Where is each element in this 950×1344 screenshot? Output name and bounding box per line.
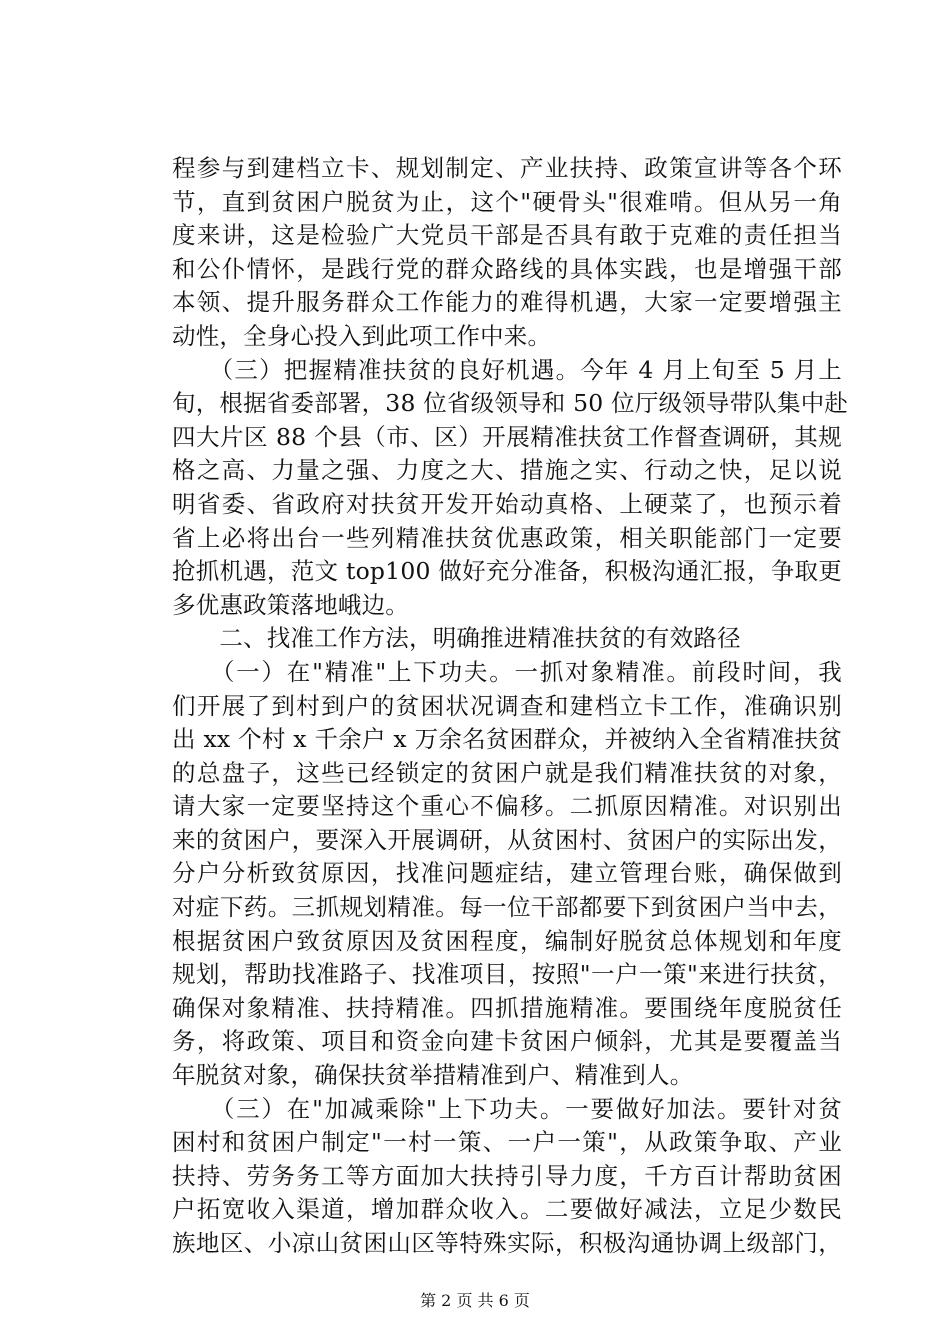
text-line: 省上必将出台一些列精准扶贫优惠政策，相关职能部门一定要 [172, 523, 842, 552]
text-line: 和公仆情怀，是践行党的群众路线的具体实践，也是增强干部 [172, 254, 842, 283]
text-line: 的总盘子，这些已经锁定的贫困户就是我们精准扶贫的对象， [172, 758, 842, 787]
text-line: 二、找准工作方法，明确推进精准扶贫的有效路径 [172, 624, 741, 653]
text-line: 程参与到建档立卡、规划制定、产业扶持、政策宣讲等各个环 [172, 154, 842, 182]
text-line: 出 xx 个村 x 千余户 x 万余名贫困群众，并被纳入全省精准扶贫 [172, 725, 842, 754]
text-line: （一）在"精准"上下功夫。一抓对象精准。前段时间，我 [172, 657, 842, 686]
text-line: 务，将政策、项目和资金向建卡贫困户倾斜，尤其是要覆盖当 [172, 1027, 842, 1056]
text-line: （三）把握精准扶贫的良好机遇。今年 4 月上旬至 5 月上 [172, 355, 842, 384]
text-line: 请大家一定要坚持这个重心不偏移。二抓原因精准。对识别出 [172, 792, 842, 821]
text-line: 本领、提升服务群众工作能力的难得机遇，大家一定要增强主 [172, 288, 842, 317]
text-line: 明省委、省政府对扶贫开发开始动真格、上硬菜了，也预示着 [172, 489, 842, 518]
text-line: 扶持、劳务务工等方面加大扶持引导力度，千方百计帮助贫困 [172, 1161, 842, 1190]
text-line: 四大片区 88 个县（市、区）开展精准扶贫工作督查调研，其规 [172, 422, 842, 451]
text-line: 规划，帮助找准路子、找准项目，按照"一户一策"来进行扶贫， [172, 960, 842, 989]
text-line: 根据贫困户致贫原因及贫困程度，编制好脱贫总体规划和年度 [172, 926, 842, 955]
text-line: 度来讲，这是检验广大党员干部是否具有敢于克难的责任担当 [172, 221, 842, 250]
body-text [172, 152, 849, 1261]
text-line: 户拓宽收入渠道，增加群众收入。二要做好减法，立足少数民 [172, 1195, 842, 1224]
text-line: 族地区、小凉山贫困山区等特殊实际，积极沟通协调上级部门， [172, 1229, 842, 1257]
text-line: 分户分析致贫原因，找准问题症结，建立管理台账，确保做到 [172, 859, 842, 888]
text-line: 旬，根据省委部署，38 位省级领导和 50 位厅级领导带队集中赴 [172, 389, 849, 418]
text-line: 年脱贫对象，确保扶贫举措精准到户、精准到人。 [172, 1061, 694, 1090]
text-line: 抢抓机遇，范文 top100 做好充分准备，积极沟通汇报，争取更 [172, 557, 842, 586]
text-line: 困村和贫困户制定"一村一策、一户一策"，从政策争取、产业 [172, 1128, 842, 1157]
page-footer: 第 2 页 共 6 页 [420, 1291, 530, 1310]
text-line: 确保对象精准、扶持精准。四抓措施精准。要围绕年度脱贫任 [172, 993, 842, 1022]
text-line: 对症下药。三抓规划精准。每一位干部都要下到贫困户当中去， [172, 893, 842, 922]
text-line: 们开展了到村到户的贫困状况调查和建档立卡工作，准确识别 [172, 691, 842, 720]
text-line: 来的贫困户，要深入开展调研，从贫困村、贫困户的实际出发， [172, 825, 842, 854]
text-line: 格之高、力量之强、力度之大、措施之实、行动之快，足以说 [172, 456, 842, 485]
text-line: 节，直到贫困户脱贫为止，这个"硬骨头"很难啃。但从另一角 [172, 187, 842, 216]
text-line: （三）在"加减乘除"上下功夫。一要做好加法。要针对贫 [172, 1094, 842, 1123]
text-line: 动性，全身心投入到此项工作中来。 [172, 321, 552, 350]
text-line: 多优惠政策落地峨边。 [172, 590, 409, 619]
